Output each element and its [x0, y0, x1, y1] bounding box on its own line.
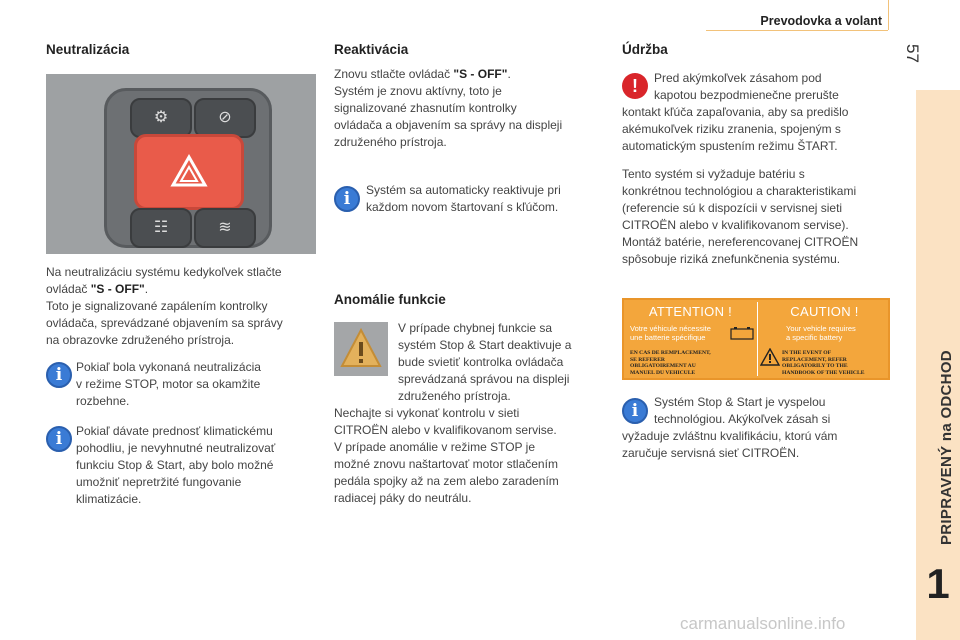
rear-defrost-button-icon: ☷: [130, 208, 192, 248]
chapter-number: 1: [926, 560, 950, 607]
battery-paragraph: Tento systém si vyžaduje batériu s konkrétnou technológiou a charakteristikami (referencie sú k dispozícii v servisnej sieti CITROËN alebo v kvalifikovanom servise). Montáž batérie, nereferencovanej CITROËN spôsobuje riziká znefunkčnenia systému.: [622, 167, 859, 266]
warning-icon: !: [622, 73, 648, 99]
info-icon: i: [46, 362, 72, 388]
chapter-title: PRIPRAVENÝ na ODCHOD: [938, 350, 955, 545]
neutralization-paragraph: Na neutralizáciu systému kedykoľvek stlačte ovládač "S - OFF". Toto je signalizované zapálením kontrolky ovládača, sprevádzané objavením sa správy na obrazovke združeného prístroja.: [46, 265, 283, 347]
warning-triangle-icon: [334, 322, 388, 376]
section-title: Prevodovka a volant: [760, 14, 882, 28]
info-note-stop-mode: Pokiaľ bola vykonaná neutralizácia v režime STOP, motor sa okamžite rozbehne.: [76, 360, 261, 408]
heading-reaktivacia: Reaktivácia: [334, 42, 409, 57]
stop-start-info-top: Systém Stop & Start je vyspelou technológiou. Akýkoľvek zásah si: [654, 395, 831, 426]
s-off-button-icon: ⊘: [194, 98, 256, 138]
page-number: 57: [903, 44, 922, 63]
battery-attention-label: [622, 298, 890, 380]
heading-udrzba: Údržba: [622, 42, 668, 57]
maintenance-warning-top: Pred akýmkoľvek zásahom pod kapotou bezpodmienečne prerušte: [654, 71, 839, 102]
maintenance-warning-rest: kontakt kľúča zapaľovania, aby sa predišlo akémukoľvek riziku zranenia, spojeným s automatickým spustením režimu ŠTART.: [622, 105, 849, 153]
info-icon: i: [334, 186, 360, 212]
windscreen-button-icon: ≋: [194, 208, 256, 248]
heading-neutralizacia: Neutralizácia: [46, 42, 130, 57]
info-note-climate: Pokiaľ dávate prednosť klimatickému pohodliu, je nevyhnutné neutralizovať funkciu Stop & Start, aby bolo možné umožniť nepretržité fungovanie klimatizácie.: [76, 424, 276, 506]
warning-triangle-icon: [760, 348, 780, 366]
info-icon: i: [46, 426, 72, 452]
dashboard-buttons-photo: [46, 74, 316, 254]
heading-anomalie: Anomálie funkcie: [334, 292, 446, 307]
watermark: carmanualsonline.info: [680, 614, 846, 633]
anomaly-paragraph-top: V prípade chybnej funkcie sa systém Stop & Start deaktivuje a bude svietiť kontrolka ovládača sprevádzaná správou na displeji združeného prístroja.: [398, 321, 572, 403]
anomaly-paragraph-rest: Nechajte si vykonať kontrolu v sieti CITROËN alebo v kvalifikovanom servise. V prípade anomálie v režime STOP je možné znovu naštartovať motor stlačením pedála spojky až na zem alebo zaradením radiacej páky do neutrálu.: [334, 406, 559, 505]
header-rule: [706, 30, 888, 31]
hazard-button-icon: [134, 134, 244, 210]
header-vertical-rule: [888, 0, 889, 30]
stop-start-button-icon: ⚙: [130, 98, 192, 138]
battery-icon: [730, 326, 754, 340]
reactivation-paragraph: Znovu stlačte ovládač "S - OFF". Systém je znovu aktívny, toto je signalizované zhasnutím kontrolky ovládača a objavením sa správy na displeji združeného prístroja.: [334, 67, 563, 149]
info-note-auto-reactivation: Systém sa automaticky reaktivuje pri každom novom štartovaní s kľúčom.: [366, 183, 561, 214]
info-icon: i: [622, 398, 648, 424]
label-english-half: CAUTION ! Your vehicle requires a specific battery IN THE EVENT OF REPLACEMENT, REFER OBLIGATORILY TO THE HANDBOOK OF THE VEHICLE: [758, 300, 891, 378]
stop-start-info-rest: vyžaduje zvláštnu kvalifikáciu, ktorú vám zaručuje servisná sieť CITROËN.: [622, 429, 838, 460]
label-french-half: ATTENTION ! Votre véhicule nécessite une batterie spécifique EN CAS DE REMPLACEMENT, SE REFERER OBLIGATOIREMENT AU MANUEL DU VEHICULE: [624, 300, 757, 378]
